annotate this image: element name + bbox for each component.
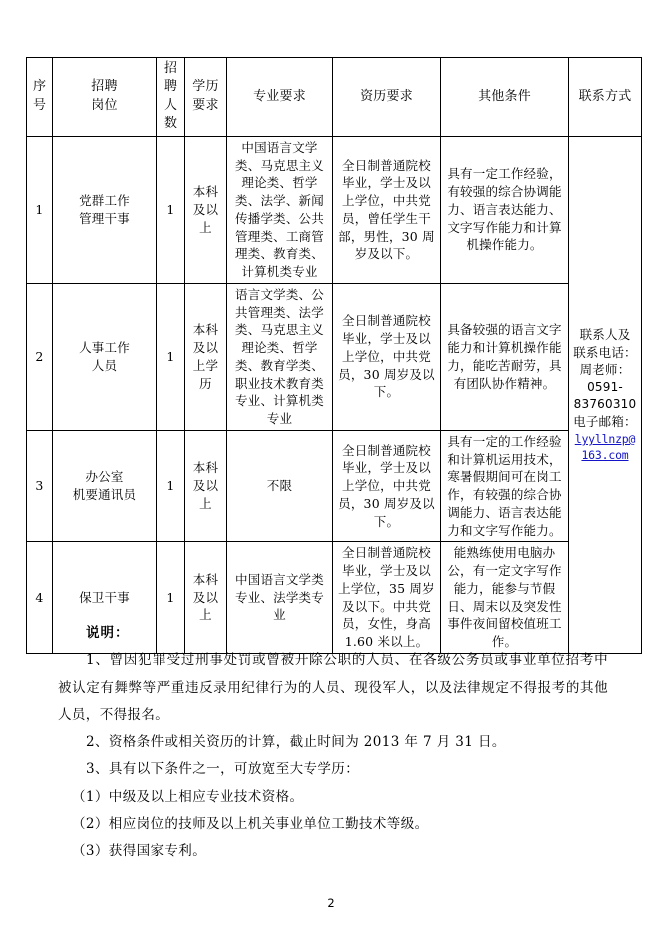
- cell-qualification: 全日制普通院校毕业，学士及以上学位，中共党员，曾任学生干部，男性，30 周岁及以下。: [333, 136, 441, 283]
- table-row: [27, 283, 642, 430]
- header-line: 联系方式: [578, 88, 632, 104]
- cell-headcount: 1: [157, 136, 185, 283]
- column-header-headcount: [157, 58, 185, 137]
- header-line: 聘: [164, 79, 178, 95]
- header-line: 号: [33, 97, 47, 113]
- cell-serial-number: 3: [27, 430, 53, 542]
- cell-serial-number: 4: [27, 542, 53, 654]
- column-header-major: [227, 58, 333, 137]
- note-item-3: 3、具有以下条件之一，可放宽至大专学历：: [86, 761, 360, 778]
- contact-label-line2: 联系电话：: [573, 344, 637, 360]
- header-line: 数: [164, 116, 178, 132]
- header-line: 资历要求: [360, 88, 413, 104]
- cell-major: 中国语言文学类、马克思主义理论类、哲学类、法学、新闻传播学类、公共管理类、工商管理类、教育类、计算机类专业: [227, 136, 333, 283]
- header-line: 招: [164, 61, 178, 76]
- header-line: 学历: [192, 79, 219, 95]
- post-line: 机要通讯员: [72, 487, 137, 503]
- education-text: 本科及以上: [192, 460, 219, 511]
- cell-major: 语言文学类、公共管理类、法学类、马克思主义理论类、哲学类、教育学类、职业技术教育类专业、计算机类专业: [227, 283, 333, 430]
- note-subitem-1: （1）中级及以上相应专业技术资格。: [72, 788, 304, 805]
- cell-post: [53, 430, 157, 542]
- recruitment-table: [26, 57, 642, 654]
- header-line: 要求: [192, 97, 219, 113]
- table-row: [27, 430, 642, 542]
- cell-contact: [569, 136, 642, 653]
- education-text: 本科及以上: [192, 184, 219, 235]
- education-text: 本科及以上学历: [192, 322, 219, 391]
- note-item-1: 1、曾因犯罪受过刑事处罚或曾被开除公职的人员、在各级公务员或事业单位招考中被认定有舞弊等严重违反录用纪律行为的人员、现役军人，以及法律规定不得报考的其他人员，不得报名。: [58, 652, 608, 723]
- table-header-row: [27, 58, 642, 137]
- column-header-education: [185, 58, 227, 137]
- cell-headcount: 1: [157, 542, 185, 654]
- cell-major: 中国语言文学类专业、法学类专业: [227, 542, 333, 654]
- note-subitem-3: （3）获得国家专利。: [72, 843, 207, 860]
- post-line: 人事工作: [79, 340, 130, 356]
- cell-headcount: 1: [157, 430, 185, 542]
- column-header-other-conditions: [441, 58, 569, 137]
- cell-post: [53, 136, 157, 283]
- cell-major: 不限: [227, 430, 333, 542]
- column-header-qualification: [333, 58, 441, 137]
- header-line: 专业要求: [253, 88, 306, 104]
- cell-other-conditions: 具有一定的工作经验和计算机运用技术，寒暑假期间可在岗工作，有较强的综合协调能力、语言表达能力和文字写作能力。: [441, 430, 569, 542]
- cell-serial-number: 2: [27, 283, 53, 430]
- post-line: 党群工作: [79, 193, 130, 209]
- contact-phone-line2: 83760310: [573, 397, 637, 412]
- cell-other-conditions: 具有一定工作经验，有较强的综合协调能力、语言表达能力、文字写作能力和计算机操作能力。: [441, 136, 569, 283]
- notes-title: 说明：: [86, 625, 130, 641]
- cell-post: 保卫干事: [53, 542, 157, 654]
- table-row: [27, 136, 642, 283]
- header-line: 其他条件: [478, 88, 531, 104]
- column-header-serial-number: [27, 58, 53, 137]
- cell-qualification: 全日制普通院校毕业，学士及以上学位，35 周岁及以下。中共党员，女性，身高 1.60 米以上。: [333, 542, 441, 654]
- table-body: [27, 136, 642, 653]
- note-subitem-2: （2）相应岗位的技师及以上机关事业单位工勤技术等级。: [72, 815, 429, 832]
- contact-email-link-line1[interactable]: lyyllnzp@: [574, 432, 636, 447]
- cell-other-conditions: 能熟练使用电脑办公，有一定文字写作能力，能参与节假日、周末以及突发性事件夜间留校值班工作。: [441, 542, 569, 654]
- education-text: 本科及以上: [192, 571, 219, 623]
- contact-email-label: 电子邮箱：: [573, 414, 637, 430]
- post-line: 管理干事: [79, 210, 130, 226]
- table-header: [27, 58, 642, 137]
- cell-qualification: 全日制普通院校毕业，学士及以上学位，中共党员，30 周岁及以下。: [333, 283, 441, 430]
- cell-education: [185, 283, 227, 430]
- header-line: 人: [164, 97, 178, 113]
- cell-education: [185, 136, 227, 283]
- header-line: 序: [33, 79, 47, 95]
- contact-label-line1: 联系人及: [579, 326, 631, 342]
- cell-other-conditions: 具备较强的语言文字能力和计算机操作能力，能吃苦耐劳，具有团队协作精神。: [441, 283, 569, 430]
- note-item-2: 2、资格条件或相关资历的计算，截止时间为 2013 年 7 月 31 日。: [86, 734, 506, 751]
- cell-education: [185, 430, 227, 542]
- cell-headcount: 1: [157, 283, 185, 430]
- post-line: 人员: [91, 357, 118, 373]
- contact-email-link-line2[interactable]: 163.com: [581, 448, 629, 463]
- contact-person: 周老师：: [579, 362, 631, 378]
- column-header-post: [53, 58, 157, 137]
- page-number: 2: [327, 896, 335, 910]
- notes-section: [58, 620, 608, 865]
- post-line: 办公室: [85, 469, 124, 485]
- column-header-contact: [569, 58, 642, 137]
- cell-serial-number: 1: [27, 136, 53, 283]
- cell-post: [53, 283, 157, 430]
- header-line: 岗位: [91, 97, 118, 113]
- cell-qualification: 全日制普通院校毕业，学士及以上学位，中共党员，30 周岁及以下。: [333, 430, 441, 542]
- contact-phone-line1: 0591-: [587, 380, 623, 395]
- header-line: 招聘: [91, 79, 118, 95]
